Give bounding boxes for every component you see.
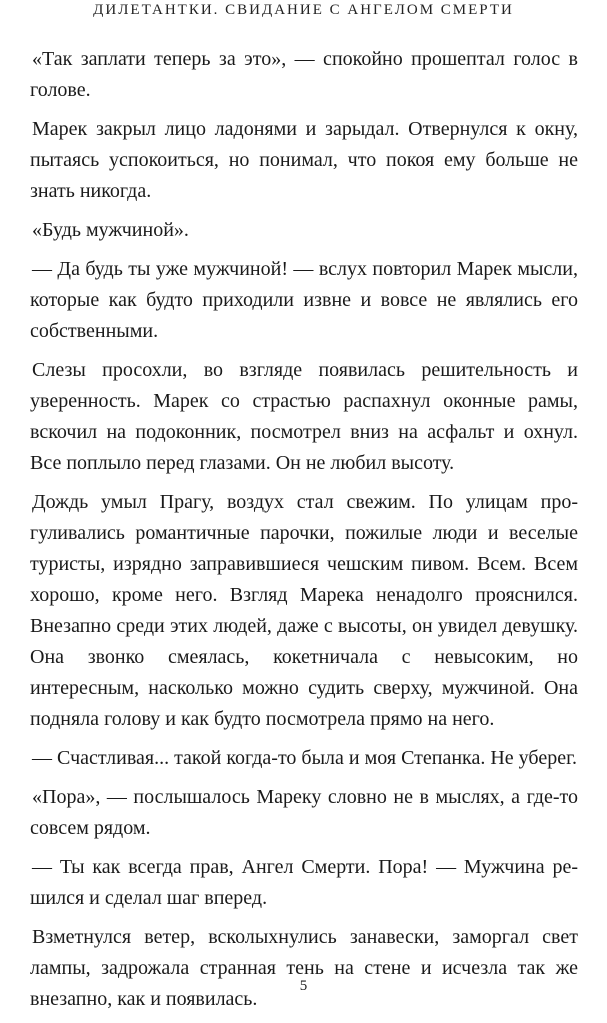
paragraph: Взметнулся ветер, всколыхнулись занавески, заморгал свет лампы, задрожала странная тень на стене и исчезла так же внезапно, как и появилась.: [30, 926, 578, 1010]
paragraph: — Ты как всегда прав, Ангел Смерти. Пора! — Мужчина решился и сделал шаг вперед.: [30, 856, 578, 909]
paragraph: «Будь мужчиной».: [32, 219, 189, 241]
paragraph: Слезы просохли, во взгляде появилась решительность и уверенность. Марек со страстью распахнул оконные рамы, вскочил на подоконник, посмотрел вниз на асфальт и охнул. Все поплыло перед глазами. Он не любил высоту.: [30, 359, 578, 474]
paragraph: «Пора», — послышалось Мареку словно не в мыслях, а где-то совсем рядом.: [30, 786, 578, 839]
page-body-text: [30, 44, 578, 1023]
paragraph: Дождь умыл Прагу, воздух стал свежим. По улицам прогуливались романтичные парочки, пожилые люди и веселые туристы, изрядно заправившиеся чешским пивом. Всем. Всем хорошо, кроме него. Взгляд Марека ненадолго прояснился. Внезапно среди этих людей, даже с высоты, он увидел девушку. Она звонко смеялась, кокетничала с невысоким, но интересным, насколько можно судить сверху, мужчиной. Она подняла голову и как будто посмотрела прямо на него.: [30, 491, 578, 730]
page-number: 5: [299, 978, 308, 994]
paragraph: — Счастливая... такой когда-то была и моя Степанка. Не уберег.: [32, 747, 578, 769]
paragraph: Марек закрыл лицо ладонями и зарыдал. Отвернулся к окну, пытаясь успокоиться, но понимал, что покоя ему больше не знать никогда.: [30, 118, 578, 202]
paragraph: «Так заплати теперь за это», — спокойно прошептал голос в голове.: [30, 48, 578, 101]
running-header: ДИЛЕТАНТКИ. СВИДАНИЕ С АНГЕЛОМ СМЕРТИ: [93, 2, 514, 18]
paragraph: — Да будь ты уже мужчиной! — вслух повторил Марек мысли, которые как будто приходили извне и вовсе не являлись его собственными.: [30, 258, 578, 342]
